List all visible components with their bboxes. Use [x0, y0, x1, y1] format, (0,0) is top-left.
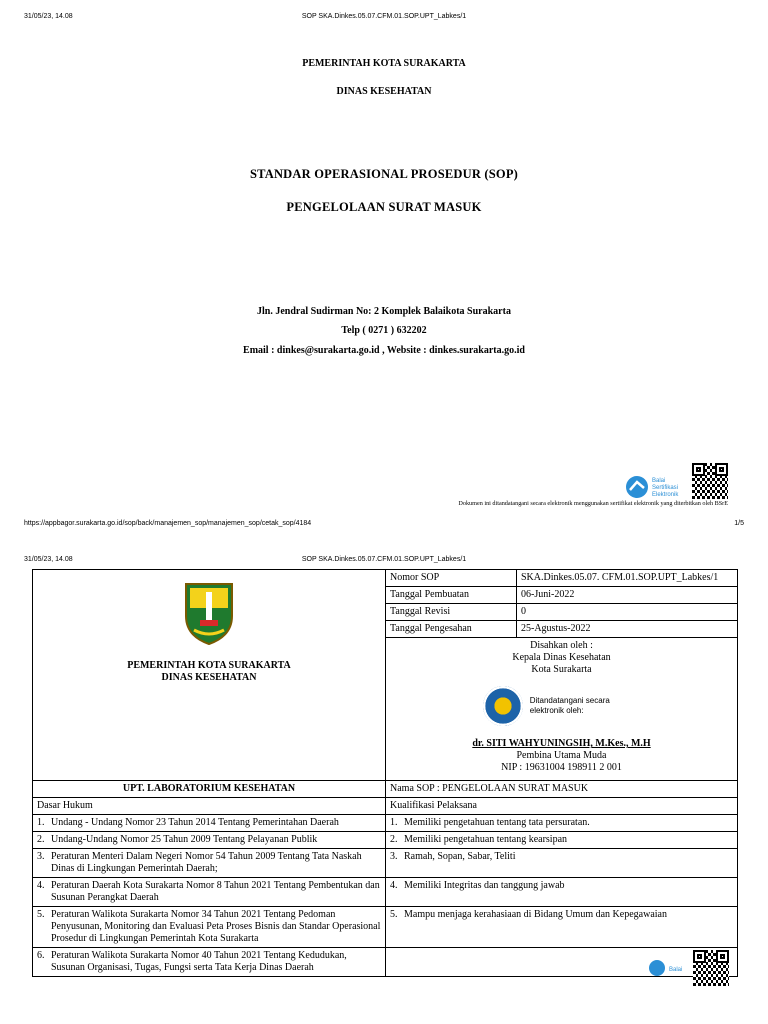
meta-value: 25-Agustus-2022 [517, 621, 738, 638]
bsre-icon [649, 960, 689, 976]
page-number: 1/5 [734, 520, 744, 527]
legal-item: Peraturan Menteri Dalam Negeri Nomor 54 Tahun 2009 Tentang Tata Naskah Dinas di Lingkungan Pemerintah Daerah; [51, 851, 362, 874]
meta-value: 0 [517, 604, 738, 621]
table-row: 1. Undang - Undang Nomor 23 Tahun 2014 Tentang Pemerintahan Daerah 1. Memiliki pengetahuan tentang tata persuratan. [33, 815, 738, 832]
meta-value: 06-Juni-2022 [517, 587, 738, 604]
phone-line: Telp ( 0271 ) 632202 [341, 325, 427, 336]
qualification-header: Kualifikasi Pelaksana [386, 798, 738, 815]
signer-nip: NIP : 19631004 198911 2 001 [501, 762, 622, 773]
legal-basis-header: Dasar Hukum [33, 798, 386, 815]
surakarta-emblem-icon [182, 580, 236, 646]
signer-rank: Pembina Utama Muda [516, 750, 607, 761]
table-row: 5. Peraturan Walikota Surakarta Nomor 34 Tahun 2021 Tentang Pedoman Penyusunan, Monitoring dan Evaluasi Peta Proses Bisnis dan Standar Operasional Prosedur di Lingkungan Pemerintah Kota Surakarta 5. Mampu menjaga kerahasiaan di Bidang Umum dan Kepegawaian [33, 907, 738, 948]
unit-name: UPT. LABORATORIUM KESEHATAN [33, 781, 386, 798]
bsre-label: Balai [652, 478, 666, 484]
approval-line3: Kota Surakarta [531, 664, 592, 675]
contact-line: Email : dinkes@surakarta.go.id , Website : dinkes.surakarta.go.id [243, 345, 525, 356]
sop-name: Nama SOP : PENGELOLAAN SURAT MASUK [386, 781, 738, 798]
approval-line2: Kepala Dinas Kesehatan [512, 652, 611, 663]
table-row: 3. Peraturan Menteri Dalam Negeri Nomor 54 Tahun 2009 Tentang Tata Naskah Dinas di Lingkungan Pemerintah Daerah; 3. Ramah, Sopan, Sabar, Teliti [33, 849, 738, 878]
legal-item: Peraturan Walikota Surakarta Nomor 34 Tahun 2021 Tentang Pedoman Penyusunan, Monitoring dan Evaluasi Peta Proses Bisnis dan Standar Operasional Prosedur di Lingkungan Pemerintah Kota Surakarta [51, 909, 381, 944]
gov-name: PEMERINTAH KOTA SURAKARTA [302, 58, 466, 69]
meta-value: SKA.Dinkes.05.07. CFM.01.SOP.UPT_Labkes/1 [517, 570, 738, 587]
table-row: 2. Undang-Undang Nomor 25 Tahun 2009 Tentang Pelayanan Publik 2. Memiliki pengetahuan tentang kearsipan [33, 832, 738, 849]
legal-item: Undang - Undang Nomor 23 Tahun 2014 Tentang Pemerintahan Daerah [51, 817, 339, 828]
print-date: 31/05/23, 14.08 [24, 13, 73, 20]
org-line2: DINAS KESEHATAN [161, 672, 257, 683]
approval-line1: Disahkan oleh : [530, 640, 593, 651]
org-cell [33, 570, 386, 781]
approval-cell [386, 638, 738, 781]
meta-label: Nomor SOP [386, 570, 517, 587]
table-row: 6. Peraturan Walikota Surakarta Nomor 40 Tahun 2021 Tentang Kedudukan, Susunan Organisasi, Tugas, Fungsi serta Tata Kerja Dinas Daerah Balai [33, 948, 738, 977]
svg-text:Balai: Balai [669, 967, 683, 973]
qualification-item: Memiliki pengetahuan tentang kearsipan [404, 834, 568, 845]
qualification-item: Mampu menjaga kerahasiaan di Bidang Umum dan Kepegawaian [404, 909, 667, 920]
dept-name: DINAS KESEHATAN [336, 86, 432, 97]
footer-url[interactable]: https://appbagor.surakarta.go.id/sop/back/manajemen_sop/manajemen_sop/cetak_sop/4184 [24, 520, 312, 527]
address-line: Jln. Jendral Sudirman No: 2 Komplek Balaikota Surakarta [257, 306, 511, 317]
doc-code-header: SOP SKA.Dinkes.05.07.CFM.01.SOP.UPT_Labkes/1 [301, 13, 467, 20]
legal-item: Undang-Undang Nomor 25 Tahun 2009 Tentang Pelayanan Publik [51, 834, 318, 845]
qualification-item: Memiliki pengetahuan tentang tata persuratan. [404, 817, 590, 828]
qualification-item: Ramah, Sopan, Sabar, Teliti [404, 851, 516, 862]
org-line1: PEMERINTAH KOTA SURAKARTA [127, 660, 291, 671]
meta-label: Tanggal Pembuatan [386, 587, 517, 604]
svg-text:Elektronik: Elektronik [652, 492, 679, 498]
doc-subtitle: PENGELOLAAN SURAT MASUK [286, 200, 482, 214]
doc-code-header: SOP SKA.Dinkes.05.07.CFM.01.SOP.UPT_Labkes/1 [301, 556, 467, 563]
meta-label: Tanggal Pengesahan [386, 621, 517, 638]
svg-text:Sertifikasi: Sertifikasi [652, 485, 679, 491]
qr-code [692, 463, 728, 499]
esign-label: Ditandatangani secara elektronik oleh: [529, 696, 610, 715]
print-date: 31/05/23, 14.08 [24, 556, 73, 563]
esign-seal-icon [483, 686, 523, 726]
qualification-item: Memiliki Integritas dan tanggung jawab [404, 880, 565, 891]
meta-label: Tanggal Revisi [386, 604, 517, 621]
signer-name: dr. SITI WAHYUNINGSIH, M.Kes., M.H [472, 738, 651, 749]
esign-note: Dokumen ini ditandatangani secara elektronik menggunakan sertifikat elektronik yang diterbitkan oleh BSrE [458, 500, 728, 507]
bsre-icon [626, 474, 692, 500]
doc-title: STANDAR OPERASIONAL PROSEDUR (SOP) [249, 167, 519, 181]
qr-code [693, 950, 729, 986]
legal-item: Peraturan Walikota Surakarta Nomor 40 Tahun 2021 Tentang Kedudukan, Susunan Organisasi, Tugas, Fungsi serta Tata Kerja Dinas Daerah [51, 950, 347, 973]
legal-item: Peraturan Daerah Kota Surakarta Nomor 8 Tahun 2021 Tentang Pembentukan dan Susunan Perangkat Daerah [51, 880, 380, 903]
sop-table [32, 569, 738, 977]
table-row: 4. Peraturan Daerah Kota Surakarta Nomor 8 Tahun 2021 Tentang Pembentukan dan Susunan Perangkat Daerah 4. Memiliki Integritas dan tanggung jawab [33, 878, 738, 907]
